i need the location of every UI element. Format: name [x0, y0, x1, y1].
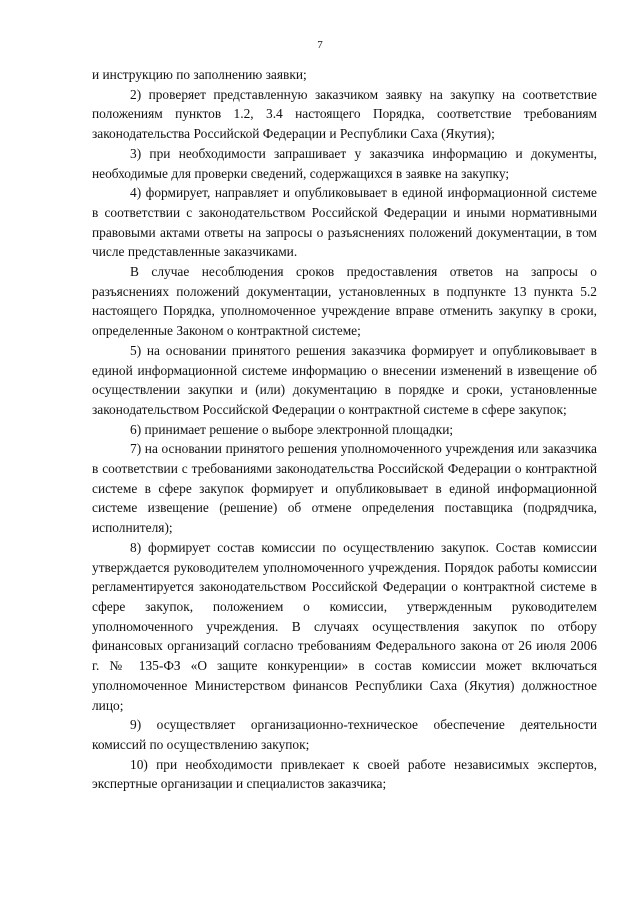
paragraph-item-4: 4) формирует, направляет и опубликовывает в единой информационной системе в соответствии с законодательством Российской Федерации и иными нормативными правовыми актами ответы на запросы о разъяснениях положений документации, в том числе представленные заказчиками.: [92, 185, 597, 260]
paragraph-item-9: 9) осуществляет организационно-техническое обеспечение деятельности комиссий по осуществлению закупок;: [92, 717, 597, 752]
document-body: [92, 65, 597, 794]
paragraph-item-2: 2) проверяет представленную заказчиком заявку на закупку на соответствие положениям пунктов 1.2, 3.4 настоящего Порядка, соответствие требованиям законодательства Российской Федерации и Республики Саха (Якутия);: [92, 86, 597, 142]
paragraph-item-7: 7) на основании принятого решения уполномоченного учреждения или заказчика в соответствии с требованиями законодательства Российской Федерации о контрактной системе в сфере закупок формирует и опубликовывает в единой информационной системе извещение (решение) об отмене определения поставщика (подрядчика, исполнителя);: [92, 441, 597, 536]
paragraph-item-3: 3) при необходимости запрашивает у заказчика информацию и документы, необходимые для проверки сведений, содержащихся в заявке на закупку;: [92, 145, 597, 181]
paragraph-deadline-note: В случае несоблюдения сроков предоставления ответов на запросы о разъяснениях положений документации, установленных в подпункте 13 пункта 5.2 настоящего Порядка, уполномоченное учреждение вправе отменить закупку в сроки, определенные Законом о контрактной системе;: [92, 264, 597, 339]
paragraph-item-10: 10) при необходимости привлекает к своей работе независимых экспертов, экспертные организации и специалистов заказчика;: [92, 756, 597, 792]
page-number: 7: [317, 39, 323, 51]
paragraph-continuation: и инструкцию по заполнению заявки;: [92, 67, 307, 82]
paragraph-item-6: 6) принимает решение о выборе электронной площадки;: [130, 421, 454, 437]
paragraph-item-5: 5) на основании принятого решения заказчика формирует и опубликовывает в единой информационной системе информацию о внесении изменений в извещение об осуществлении закупки и (или) документацию в порядке и сроки, установленные законодательством Российской Федерации о контрактной системе в сфере закупок;: [92, 342, 597, 417]
paragraph-item-8: 8) формирует состав комиссии по осуществлению закупок. Состав комиссии утверждается руководителем уполномоченного учреждения. Порядок работы комиссии регламентируется законодательством Российской Федерации о контрактной системе в сфере закупок, положением о комиссии, утвержденным руководителем уполномоченного учреждения. В случаях осуществления закупок по отбору финансовых организаций согласно требованиям Федерального закона от 26 июля 2006 г. № 135-ФЗ «О защите конкуренции» в состав комиссии может включаться уполномоченное Министерством финансов Республики Саха (Якутия) должностное лицо;: [92, 539, 597, 713]
